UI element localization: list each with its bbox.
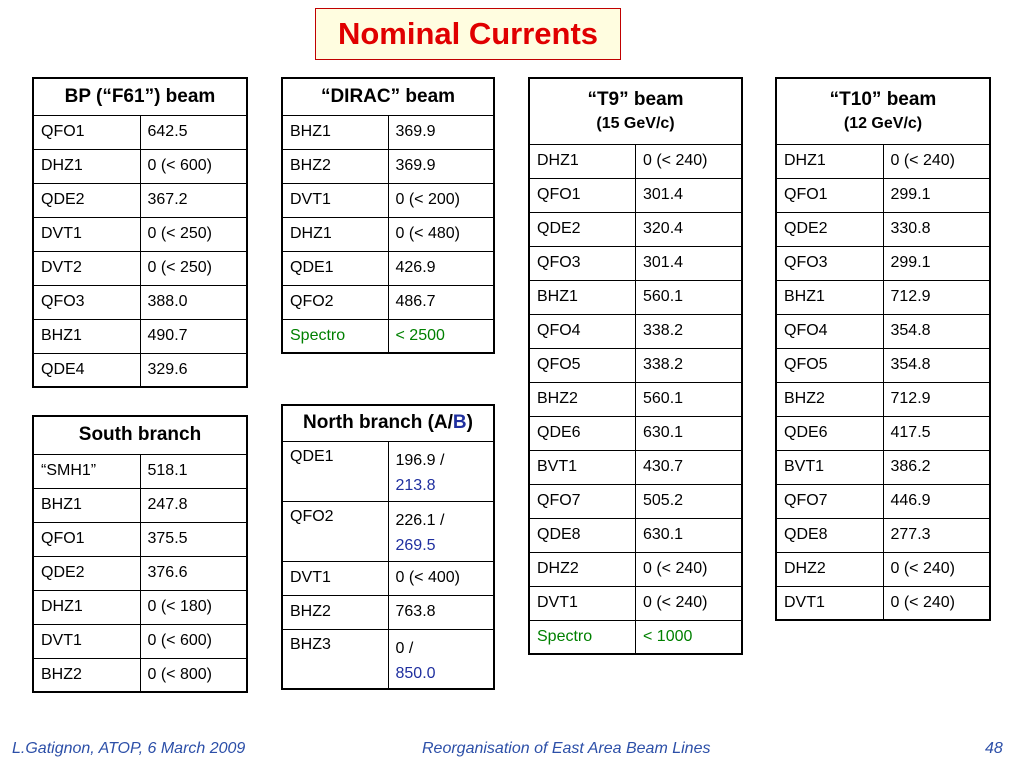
table-row: BHZ2 763.8 — [282, 595, 494, 629]
table-row: DVT1 0 (< 250) — [33, 217, 247, 251]
table-row: BHZ1 712.9 — [776, 280, 990, 314]
table-header-momentum: (15 GeV/c) — [596, 115, 675, 133]
branch-b-value: 850.0 — [395, 664, 436, 682]
spectro-label: Spectro — [282, 319, 388, 353]
spectro-value: < 1000 — [636, 620, 743, 654]
table-row: QDE6 630.1 — [529, 416, 742, 450]
table-row: DVT1 0 (< 240) — [776, 586, 990, 620]
table-row: DHZ1 0 (< 240) — [529, 144, 742, 178]
slide-title: Nominal Currents — [315, 8, 621, 60]
table-row: BHZ2 0 (< 800) — [33, 658, 247, 692]
table-row: QDE8 277.3 — [776, 518, 990, 552]
dirac-beam-table — [281, 77, 495, 354]
table-row: QDE6 417.5 — [776, 416, 990, 450]
table-header-title: “T10” beam — [829, 89, 937, 111]
branch-a-value: 226.1 / — [395, 511, 445, 529]
table-row: DVT1 0 (< 600) — [33, 624, 247, 658]
branch-a-label: A — [433, 412, 448, 434]
table-row: DVT1 0 (< 200) — [282, 183, 494, 217]
table-row: QFO7 446.9 — [776, 484, 990, 518]
branch-b-value: 269.5 — [395, 536, 436, 554]
table-row: QDE8 630.1 — [529, 518, 742, 552]
table-row: DHZ1 0 (< 600) — [33, 149, 247, 183]
branch-a-value: 0 / — [395, 639, 414, 657]
spectro-label: Spectro — [529, 620, 636, 654]
table-row: QFO1 301.4 — [529, 178, 742, 212]
table-row: QFO7 505.2 — [529, 484, 742, 518]
table-row: DHZ2 0 (< 240) — [776, 552, 990, 586]
table-row — [529, 620, 742, 654]
table-header — [776, 78, 990, 144]
table-row: DHZ1 0 (< 240) — [776, 144, 990, 178]
table-row: BHZ2 560.1 — [529, 382, 742, 416]
table-header-title: “T9” beam — [587, 89, 684, 111]
table-header — [282, 405, 494, 441]
branch-b-value: 213.8 — [395, 476, 436, 494]
branch-a-value: 196.9 / — [395, 451, 445, 469]
table-row: DVT2 0 (< 250) — [33, 251, 247, 285]
spectro-value: < 2500 — [388, 319, 494, 353]
t10-beam-table — [775, 77, 991, 621]
north-branch-table — [281, 404, 495, 690]
table-header: BP (“F61”) beam — [33, 78, 247, 115]
table-row: QDE2 376.6 — [33, 556, 247, 590]
branch-b-label: B — [452, 412, 467, 434]
table-row: QFO3 388.0 — [33, 285, 247, 319]
table-row: QFO3 301.4 — [529, 246, 742, 280]
table-row: BHZ1 247.8 — [33, 488, 247, 522]
table-row: QFO3 299.1 — [776, 246, 990, 280]
table-row: QFO1 642.5 — [33, 115, 247, 149]
table-row: QFO2 226.1 / 269.5 — [282, 501, 494, 561]
table-row: QDE2 367.2 — [33, 183, 247, 217]
table-header — [529, 78, 742, 144]
t9-beam-table — [528, 77, 743, 655]
table-row: QDE2 330.8 — [776, 212, 990, 246]
south-branch-table — [32, 415, 248, 693]
table-row — [282, 319, 494, 353]
north-branch-title: North branch ( — [303, 412, 434, 434]
table-row: QDE2 320.4 — [529, 212, 742, 246]
north-branch-close: ) — [466, 412, 473, 434]
table-row: QFO5 354.8 — [776, 348, 990, 382]
table-row: BHZ2 712.9 — [776, 382, 990, 416]
footer-author: L.Gatignon, ATOP, 6 March 2009 — [12, 740, 246, 757]
table-row: BVT1 386.2 — [776, 450, 990, 484]
table-row: QFO2 486.7 — [282, 285, 494, 319]
table-row: BHZ1 560.1 — [529, 280, 742, 314]
table-row: DVT1 0 (< 400) — [282, 561, 494, 595]
table-row: QDE1 196.9 / 213.8 — [282, 441, 494, 501]
table-row: BHZ1 490.7 — [33, 319, 247, 353]
table-header: “DIRAC” beam — [282, 78, 494, 115]
table-header: South branch — [33, 416, 247, 454]
table-row: QFO1 299.1 — [776, 178, 990, 212]
table-row: QFO1 375.5 — [33, 522, 247, 556]
footer-topic: Reorganisation of East Area Beam Lines — [422, 740, 711, 757]
table-row: QFO4 338.2 — [529, 314, 742, 348]
table-row: QFO5 338.2 — [529, 348, 742, 382]
branch-separator: / — [447, 412, 453, 434]
table-row: BHZ2 369.9 — [282, 149, 494, 183]
table-row: DHZ1 0 (< 180) — [33, 590, 247, 624]
table-row: “SMH1” 518.1 — [33, 454, 247, 488]
table-row: DHZ2 0 (< 240) — [529, 552, 742, 586]
table-row: DHZ1 0 (< 480) — [282, 217, 494, 251]
table-row: BVT1 430.7 — [529, 450, 742, 484]
table-row: QDE4 329.6 — [33, 353, 247, 387]
table-row: QFO4 354.8 — [776, 314, 990, 348]
table-row: DVT1 0 (< 240) — [529, 586, 742, 620]
table-row: BHZ1 369.9 — [282, 115, 494, 149]
bp-f61-beam-table — [32, 77, 248, 388]
table-row: QDE1 426.9 — [282, 251, 494, 285]
table-header-momentum: (12 GeV/c) — [843, 115, 923, 133]
table-row: BHZ3 0 / 850.0 — [282, 629, 494, 689]
footer-page-number: 48 — [985, 740, 1003, 757]
